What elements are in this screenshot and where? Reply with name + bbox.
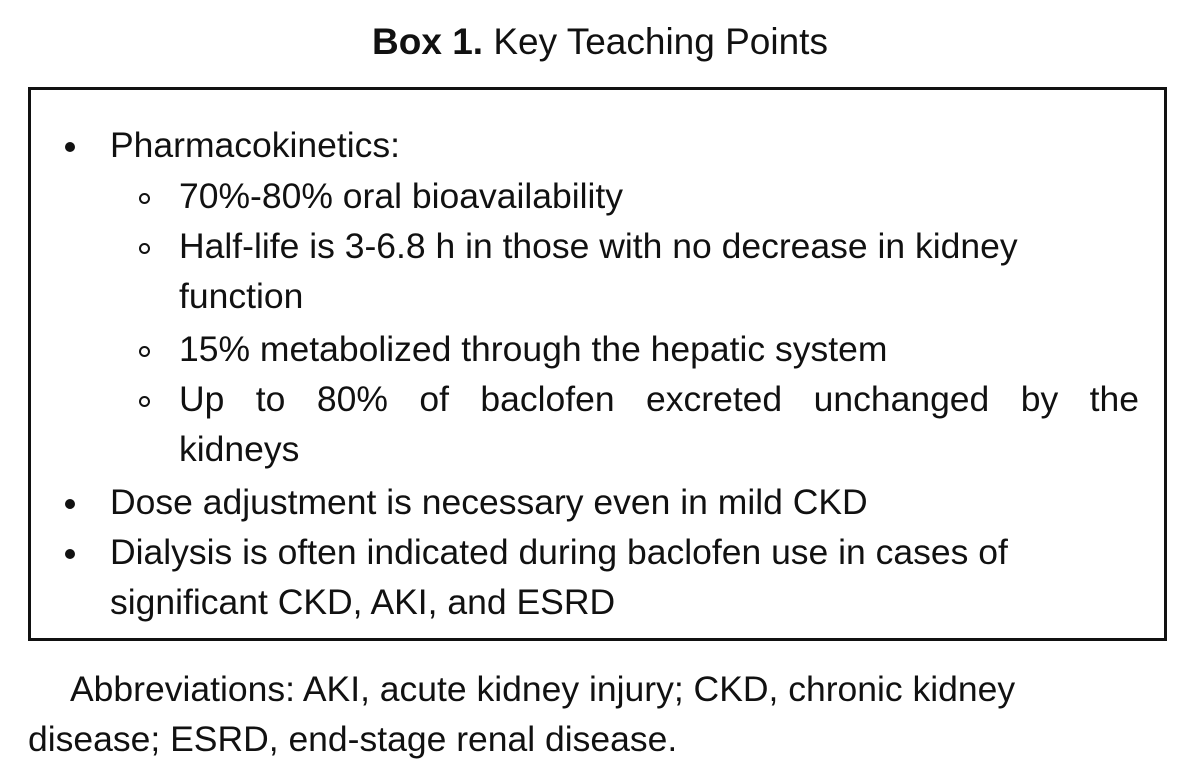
abbreviations-footnote [0, 664, 1200, 774]
box-title-text: Key Teaching Points [493, 21, 828, 62]
abbreviations-line-2: disease; ESRD, end-stage renal disease. [28, 719, 678, 759]
sub-point-excreted-line-1: Up to 80% of baclofen excreted unchanged by the [179, 379, 1139, 419]
bullet-icon [65, 499, 75, 509]
sub-bullet-icon [139, 193, 150, 204]
point-dialysis-line-2: significant CKD, AKI, and ESRD [110, 582, 616, 622]
bullet-icon [65, 142, 75, 152]
point-dose-adjustment: Dose adjustment is necessary even in mild CKD [110, 482, 868, 522]
sub-point-hepatic: 15% metabolized through the hepatic system [179, 329, 888, 369]
point-pharmacokinetics: Pharmacokinetics: [110, 125, 401, 165]
box-title [0, 18, 1200, 66]
teaching-points-list [31, 90, 1170, 644]
bullet-icon [65, 549, 75, 559]
sub-point-half-life-line-1: Half-life is 3-6.8 h in those with no decrease in kidney [179, 226, 1018, 266]
sub-bullet-icon [139, 396, 150, 407]
sub-point-bioavailability: 70%-80% oral bioavailability [179, 176, 623, 216]
sub-bullet-icon [139, 346, 150, 357]
box-label: Box 1. [372, 21, 484, 62]
sub-bullet-icon [139, 243, 150, 254]
abbreviations-line-1: Abbreviations: AKI, acute kidney injury; CKD, chronic kidney [70, 669, 1016, 709]
sub-point-half-life-line-2: function [179, 276, 304, 316]
sub-point-excreted-line-2: kidneys [179, 429, 300, 469]
teaching-points-box [28, 87, 1167, 641]
point-dialysis-line-1: Dialysis is often indicated during baclofen use in cases of [110, 532, 1008, 572]
